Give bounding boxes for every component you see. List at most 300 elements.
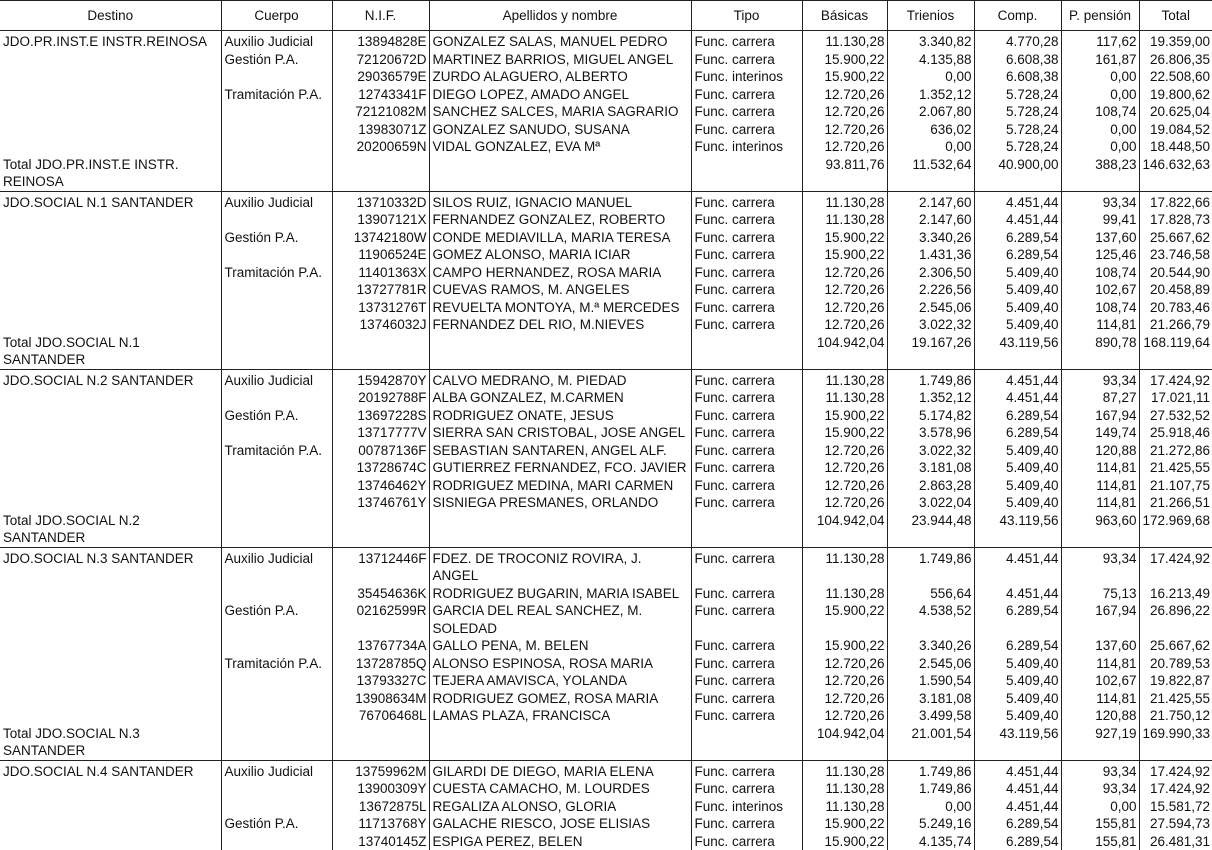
- total-empty-nif: [332, 512, 429, 548]
- cell-trienios: 4.538,52: [887, 602, 974, 637]
- cell-comp: 5.409,40: [974, 299, 1061, 317]
- cell-comp: 5.409,40: [974, 672, 1061, 690]
- cell-pension: 161,87: [1061, 51, 1139, 69]
- cell-cuerpo: Tramitación P.A.: [221, 655, 332, 673]
- cell-pension: 0,00: [1061, 86, 1139, 104]
- cell-basicas: 11.130,28: [802, 31, 887, 51]
- cell-trienios: 636,02: [887, 121, 974, 139]
- cell-cuerpo: Tramitación P.A.: [221, 264, 332, 282]
- table-row: [0, 68, 1212, 86]
- cell-basicas: 12.720,26: [802, 707, 887, 725]
- cell-nif: 72121082M: [332, 103, 429, 121]
- cell-destino: [0, 815, 221, 833]
- cell-cuerpo: Auxilio Judicial: [221, 191, 332, 211]
- cell-cuerpo: [221, 424, 332, 442]
- cell-nombre: RODRIGUEZ MEDINA, MARI CARMEN: [429, 477, 691, 495]
- total-empty-tipo: [691, 334, 802, 370]
- table-row: [0, 442, 1212, 460]
- total-row: [0, 334, 1212, 370]
- table-row: [0, 760, 1212, 780]
- table-row: [0, 369, 1212, 389]
- table-row: [0, 477, 1212, 495]
- cell-comp: 4.451,44: [974, 547, 1061, 585]
- cell-trienios: 4.135,74: [887, 833, 974, 850]
- cell-destino: [0, 316, 221, 334]
- cell-tipo: Func. interinos: [691, 798, 802, 816]
- cell-nif: 13907121X: [332, 211, 429, 229]
- cell-nombre: GALLO PENA, M. BELEN: [429, 637, 691, 655]
- cell-destino: [0, 585, 221, 603]
- cell-basicas: 11.130,28: [802, 369, 887, 389]
- cell-basicas: 11.130,28: [802, 760, 887, 780]
- total-comp: 43.119,56: [974, 725, 1061, 761]
- cell-basicas: 11.130,28: [802, 389, 887, 407]
- cell-comp: 5.409,40: [974, 655, 1061, 673]
- header-cuerpo: Cuerpo: [221, 1, 332, 31]
- cell-total: 18.448,50: [1139, 138, 1212, 156]
- cell-nif: 35454636K: [332, 585, 429, 603]
- table-row: [0, 138, 1212, 156]
- cell-comp: 5.409,40: [974, 442, 1061, 460]
- cell-comp: 4.451,44: [974, 798, 1061, 816]
- table-row: [0, 281, 1212, 299]
- cell-cuerpo: [221, 672, 332, 690]
- total-label: Total JDO.SOCIAL N.3 SANTANDER: [0, 725, 221, 761]
- cell-destino: [0, 138, 221, 156]
- cell-destino: [0, 68, 221, 86]
- cell-tipo: Func. carrera: [691, 281, 802, 299]
- cell-nif: 02162599R: [332, 602, 429, 637]
- cell-tipo: Func. carrera: [691, 229, 802, 247]
- header-total: Total: [1139, 1, 1212, 31]
- total-empty-cuerpo: [221, 725, 332, 761]
- cell-cuerpo: [221, 103, 332, 121]
- cell-comp: 5.409,40: [974, 477, 1061, 495]
- cell-trienios: 0,00: [887, 68, 974, 86]
- cell-total: 25.667,62: [1139, 229, 1212, 247]
- cell-nif: 11713768Y: [332, 815, 429, 833]
- cell-comp: 4.451,44: [974, 191, 1061, 211]
- header-trienios: Trienios: [887, 1, 974, 31]
- cell-trienios: 3.181,08: [887, 690, 974, 708]
- cell-nombre: SANCHEZ SALCES, MARIA SAGRARIO: [429, 103, 691, 121]
- cell-destino: [0, 690, 221, 708]
- total-empty-cuerpo: [221, 156, 332, 192]
- cell-tipo: Func. carrera: [691, 547, 802, 585]
- table-row: [0, 798, 1212, 816]
- cell-total: 21.425,55: [1139, 459, 1212, 477]
- cell-total: 19.084,52: [1139, 121, 1212, 139]
- cell-nif: 13728674C: [332, 459, 429, 477]
- cell-pension: 99,41: [1061, 211, 1139, 229]
- cell-pension: 93,34: [1061, 191, 1139, 211]
- table-row: [0, 121, 1212, 139]
- cell-nombre: SILOS RUIZ, IGNACIO MANUEL: [429, 191, 691, 211]
- cell-total: 22.508,60: [1139, 68, 1212, 86]
- table-body: [0, 31, 1212, 850]
- cell-trienios: 2.147,60: [887, 191, 974, 211]
- total-basicas: 104.942,04: [802, 334, 887, 370]
- cell-tipo: Func. carrera: [691, 655, 802, 673]
- cell-destino: JDO.SOCIAL N.2 SANTANDER: [0, 369, 221, 389]
- cell-total: 20.625,04: [1139, 103, 1212, 121]
- cell-basicas: 11.130,28: [802, 798, 887, 816]
- cell-nombre: GILARDI DE DIEGO, MARIA ELENA: [429, 760, 691, 780]
- table-row: [0, 389, 1212, 407]
- cell-nombre: GARCIA DEL REAL SANCHEZ, M. SOLEDAD: [429, 602, 691, 637]
- cell-trienios: 3.022,32: [887, 316, 974, 334]
- total-empty-nombre: [429, 725, 691, 761]
- cell-nombre: RODRIGUEZ GOMEZ, ROSA MARIA: [429, 690, 691, 708]
- total-label: Total JDO.SOCIAL N.1 SANTANDER: [0, 334, 221, 370]
- cell-nombre: RODRIGUEZ BUGARIN, MARIA ISABEL: [429, 585, 691, 603]
- table-row: [0, 407, 1212, 425]
- cell-total: 26.806,35: [1139, 51, 1212, 69]
- cell-basicas: 15.900,22: [802, 602, 887, 637]
- table-row: [0, 264, 1212, 282]
- cell-cuerpo: [221, 246, 332, 264]
- table-row: [0, 246, 1212, 264]
- cell-tipo: Func. carrera: [691, 191, 802, 211]
- cell-nif: 11401363X: [332, 264, 429, 282]
- cell-tipo: Func. carrera: [691, 780, 802, 798]
- cell-tipo: Func. interinos: [691, 68, 802, 86]
- cell-destino: [0, 86, 221, 104]
- cell-trienios: 0,00: [887, 798, 974, 816]
- cell-cuerpo: [221, 121, 332, 139]
- cell-tipo: Func. interinos: [691, 138, 802, 156]
- header-destino: Destino: [0, 1, 221, 31]
- cell-pension: 114,81: [1061, 316, 1139, 334]
- cell-nif: 13697228S: [332, 407, 429, 425]
- total-basicas: 104.942,04: [802, 725, 887, 761]
- total-total: 172.969,68: [1139, 512, 1212, 548]
- cell-comp: 4.451,44: [974, 780, 1061, 798]
- cell-nif: 13717777V: [332, 424, 429, 442]
- cell-basicas: 15.900,22: [802, 246, 887, 264]
- total-empty-nif: [332, 725, 429, 761]
- cell-nif: 13759962M: [332, 760, 429, 780]
- cell-nombre: REGALIZA ALONSO, GLORIA: [429, 798, 691, 816]
- cell-tipo: Func. carrera: [691, 760, 802, 780]
- table-row: [0, 229, 1212, 247]
- table-row: [0, 547, 1212, 585]
- cell-cuerpo: [221, 281, 332, 299]
- cell-trienios: 2.545,06: [887, 299, 974, 317]
- total-trienios: 23.944,48: [887, 512, 974, 548]
- cell-destino: [0, 103, 221, 121]
- cell-tipo: Func. carrera: [691, 211, 802, 229]
- cell-comp: 5.728,24: [974, 103, 1061, 121]
- cell-cuerpo: [221, 690, 332, 708]
- cell-destino: JDO.SOCIAL N.4 SANTANDER: [0, 760, 221, 780]
- cell-nombre: SISNIEGA PRESMANES, ORLANDO: [429, 494, 691, 512]
- cell-nombre: GONZALEZ SALAS, MANUEL PEDRO: [429, 31, 691, 51]
- cell-comp: 5.409,40: [974, 281, 1061, 299]
- cell-cuerpo: [221, 138, 332, 156]
- cell-total: 20.544,90: [1139, 264, 1212, 282]
- cell-nombre: CONDE MEDIAVILLA, MARIA TERESA: [429, 229, 691, 247]
- cell-nif: 13727781R: [332, 281, 429, 299]
- total-label: Total JDO.PR.INST.E INSTR. REINOSA: [0, 156, 221, 192]
- cell-total: 15.581,72: [1139, 798, 1212, 816]
- table-row: [0, 316, 1212, 334]
- cell-destino: [0, 229, 221, 247]
- total-pension: 927,19: [1061, 725, 1139, 761]
- cell-comp: 5.728,24: [974, 86, 1061, 104]
- total-empty-tipo: [691, 156, 802, 192]
- total-total: 146.632,63: [1139, 156, 1212, 192]
- cell-basicas: 11.130,28: [802, 585, 887, 603]
- cell-tipo: Func. carrera: [691, 369, 802, 389]
- cell-total: 19.800,62: [1139, 86, 1212, 104]
- cell-cuerpo: [221, 637, 332, 655]
- cell-nif: 13746462Y: [332, 477, 429, 495]
- cell-total: 19.359,00: [1139, 31, 1212, 51]
- cell-total: 25.918,46: [1139, 424, 1212, 442]
- cell-pension: 137,60: [1061, 637, 1139, 655]
- cell-comp: 5.728,24: [974, 121, 1061, 139]
- cell-trienios: 3.022,04: [887, 494, 974, 512]
- table-row: [0, 707, 1212, 725]
- cell-pension: 114,81: [1061, 477, 1139, 495]
- cell-pension: 167,94: [1061, 602, 1139, 637]
- cell-total: 23.746,58: [1139, 246, 1212, 264]
- cell-nif: 20192788F: [332, 389, 429, 407]
- table-row: [0, 103, 1212, 121]
- cell-nombre: FERNANDEZ GONZALEZ, ROBERTO: [429, 211, 691, 229]
- cell-tipo: Func. carrera: [691, 833, 802, 850]
- cell-trienios: 1.352,12: [887, 86, 974, 104]
- cell-tipo: Func. carrera: [691, 690, 802, 708]
- cell-nif: 00787136F: [332, 442, 429, 460]
- cell-tipo: Func. carrera: [691, 707, 802, 725]
- cell-nif: 13672875L: [332, 798, 429, 816]
- cell-nombre: ESPIGA PEREZ, BELEN: [429, 833, 691, 850]
- cell-tipo: Func. carrera: [691, 51, 802, 69]
- cell-nombre: SEBASTIAN SANTAREN, ANGEL ALF.: [429, 442, 691, 460]
- cell-tipo: Func. carrera: [691, 246, 802, 264]
- cell-pension: 125,46: [1061, 246, 1139, 264]
- cell-cuerpo: Auxilio Judicial: [221, 369, 332, 389]
- table-row: [0, 637, 1212, 655]
- cell-tipo: Func. carrera: [691, 494, 802, 512]
- cell-pension: 120,88: [1061, 707, 1139, 725]
- cell-nif: 13983071Z: [332, 121, 429, 139]
- cell-comp: 6.289,54: [974, 424, 1061, 442]
- cell-basicas: 12.720,26: [802, 121, 887, 139]
- cell-tipo: Func. carrera: [691, 459, 802, 477]
- cell-cuerpo: [221, 477, 332, 495]
- cell-tipo: Func. carrera: [691, 121, 802, 139]
- cell-trienios: 1.590,54: [887, 672, 974, 690]
- cell-comp: 5.409,40: [974, 459, 1061, 477]
- cell-destino: [0, 121, 221, 139]
- cell-trienios: 3.022,32: [887, 442, 974, 460]
- cell-nombre: DIEGO LOPEZ, AMADO ANGEL: [429, 86, 691, 104]
- cell-pension: 155,81: [1061, 833, 1139, 850]
- cell-cuerpo: Gestión P.A.: [221, 815, 332, 833]
- cell-comp: 5.409,40: [974, 707, 1061, 725]
- cell-pension: 0,00: [1061, 121, 1139, 139]
- cell-destino: [0, 833, 221, 850]
- cell-trienios: 1.431,36: [887, 246, 974, 264]
- header-row: [0, 1, 1212, 31]
- cell-nombre: RODRIGUEZ ONATE, JESUS: [429, 407, 691, 425]
- cell-trienios: 3.578,96: [887, 424, 974, 442]
- cell-trienios: 2.067,80: [887, 103, 974, 121]
- cell-cuerpo: Gestión P.A.: [221, 602, 332, 637]
- cell-total: 17.828,73: [1139, 211, 1212, 229]
- header-basicas: Básicas: [802, 1, 887, 31]
- cell-tipo: Func. carrera: [691, 477, 802, 495]
- cell-total: 21.266,79: [1139, 316, 1212, 334]
- cell-destino: [0, 780, 221, 798]
- cell-comp: 5.409,40: [974, 494, 1061, 512]
- cell-comp: 5.409,40: [974, 690, 1061, 708]
- cell-trienios: 0,00: [887, 138, 974, 156]
- cell-comp: 4.770,28: [974, 31, 1061, 51]
- cell-tipo: Func. carrera: [691, 637, 802, 655]
- header-pension: P. pensión: [1061, 1, 1139, 31]
- total-comp: 40.900,00: [974, 156, 1061, 192]
- cell-destino: [0, 211, 221, 229]
- cell-trienios: 2.147,60: [887, 211, 974, 229]
- cell-nombre: GONZALEZ SANUDO, SUSANA: [429, 121, 691, 139]
- cell-trienios: 1.749,86: [887, 369, 974, 389]
- cell-pension: 114,81: [1061, 459, 1139, 477]
- cell-cuerpo: Auxilio Judicial: [221, 547, 332, 585]
- total-empty-nombre: [429, 334, 691, 370]
- cell-basicas: 11.130,28: [802, 547, 887, 585]
- header-tipo: Tipo: [691, 1, 802, 31]
- cell-nombre: ZURDO ALAGUERO, ALBERTO: [429, 68, 691, 86]
- cell-comp: 5.728,24: [974, 138, 1061, 156]
- total-row: [0, 725, 1212, 761]
- total-row: [0, 512, 1212, 548]
- cell-trienios: 1.749,86: [887, 760, 974, 780]
- cell-pension: 137,60: [1061, 229, 1139, 247]
- cell-total: 17.822,66: [1139, 191, 1212, 211]
- total-pension: 890,78: [1061, 334, 1139, 370]
- cell-basicas: 15.900,22: [802, 424, 887, 442]
- cell-trienios: 1.749,86: [887, 547, 974, 585]
- cell-nif: 11906524E: [332, 246, 429, 264]
- cell-trienios: 556,64: [887, 585, 974, 603]
- cell-nif: 72120672D: [332, 51, 429, 69]
- total-total: 169.990,33: [1139, 725, 1212, 761]
- cell-basicas: 12.720,26: [802, 494, 887, 512]
- cell-cuerpo: [221, 299, 332, 317]
- cell-pension: 0,00: [1061, 68, 1139, 86]
- total-empty-tipo: [691, 725, 802, 761]
- cell-comp: 6.289,54: [974, 637, 1061, 655]
- cell-pension: 0,00: [1061, 138, 1139, 156]
- cell-nombre: CUESTA CAMACHO, M. LOURDES: [429, 780, 691, 798]
- cell-tipo: Func. carrera: [691, 424, 802, 442]
- cell-cuerpo: [221, 707, 332, 725]
- cell-destino: [0, 281, 221, 299]
- cell-nif: 13712446F: [332, 547, 429, 585]
- cell-nombre: GUTIERREZ FERNANDEZ, FCO. JAVIER: [429, 459, 691, 477]
- cell-trienios: 5.174,82: [887, 407, 974, 425]
- cell-nombre: FDEZ. DE TROCONIZ ROVIRA, J. ANGEL: [429, 547, 691, 585]
- cell-pension: 108,74: [1061, 264, 1139, 282]
- cell-nif: 13728785Q: [332, 655, 429, 673]
- cell-nombre: SIERRA SAN CRISTOBAL, JOSE ANGEL: [429, 424, 691, 442]
- total-row: [0, 156, 1212, 192]
- cell-pension: 167,94: [1061, 407, 1139, 425]
- cell-total: 20.458,89: [1139, 281, 1212, 299]
- cell-nombre: ALBA GONZALEZ, M.CARMEN: [429, 389, 691, 407]
- cell-basicas: 12.720,26: [802, 655, 887, 673]
- cell-comp: 6.608,38: [974, 68, 1061, 86]
- cell-nif: 13894828E: [332, 31, 429, 51]
- cell-cuerpo: Tramitación P.A.: [221, 86, 332, 104]
- cell-total: 20.783,46: [1139, 299, 1212, 317]
- cell-tipo: Func. carrera: [691, 407, 802, 425]
- table-row: [0, 299, 1212, 317]
- cell-basicas: 12.720,26: [802, 316, 887, 334]
- cell-total: 19.822,87: [1139, 672, 1212, 690]
- cell-total: 25.667,62: [1139, 637, 1212, 655]
- cell-nif: 12743341F: [332, 86, 429, 104]
- cell-destino: JDO.SOCIAL N.3 SANTANDER: [0, 547, 221, 585]
- cell-trienios: 3.340,26: [887, 637, 974, 655]
- cell-comp: 6.289,54: [974, 246, 1061, 264]
- cell-nombre: CUEVAS RAMOS, M. ANGELES: [429, 281, 691, 299]
- cell-total: 26.481,31: [1139, 833, 1212, 850]
- total-pension: 388,23: [1061, 156, 1139, 192]
- total-basicas: 93.811,76: [802, 156, 887, 192]
- table-row: [0, 833, 1212, 850]
- cell-destino: [0, 707, 221, 725]
- cell-trienios: 2.545,06: [887, 655, 974, 673]
- cell-total: 17.424,92: [1139, 369, 1212, 389]
- cell-tipo: Func. carrera: [691, 389, 802, 407]
- cell-nif: 13740145Z: [332, 833, 429, 850]
- table-row: [0, 51, 1212, 69]
- cell-trienios: 3.499,58: [887, 707, 974, 725]
- cell-tipo: Func. carrera: [691, 585, 802, 603]
- total-basicas: 104.942,04: [802, 512, 887, 548]
- cell-nif: 13793327C: [332, 672, 429, 690]
- cell-destino: [0, 477, 221, 495]
- cell-nif: 13710332D: [332, 191, 429, 211]
- cell-total: 26.896,22: [1139, 602, 1212, 637]
- table-row: [0, 602, 1212, 637]
- total-empty-cuerpo: [221, 334, 332, 370]
- cell-basicas: 11.130,28: [802, 780, 887, 798]
- cell-cuerpo: [221, 316, 332, 334]
- cell-destino: [0, 494, 221, 512]
- cell-cuerpo: [221, 389, 332, 407]
- cell-tipo: Func. carrera: [691, 815, 802, 833]
- cell-cuerpo: [221, 494, 332, 512]
- table-row: [0, 672, 1212, 690]
- cell-tipo: Func. carrera: [691, 103, 802, 121]
- total-label: Total JDO.SOCIAL N.2 SANTANDER: [0, 512, 221, 548]
- header-nif: N.I.F.: [332, 1, 429, 31]
- cell-basicas: 15.900,22: [802, 229, 887, 247]
- cell-comp: 4.451,44: [974, 760, 1061, 780]
- cell-destino: [0, 264, 221, 282]
- cell-nombre: GALACHE RIESCO, JOSE ELISIAS: [429, 815, 691, 833]
- table-row: [0, 31, 1212, 51]
- cell-cuerpo: Gestión P.A.: [221, 51, 332, 69]
- cell-pension: 93,34: [1061, 760, 1139, 780]
- cell-basicas: 12.720,26: [802, 281, 887, 299]
